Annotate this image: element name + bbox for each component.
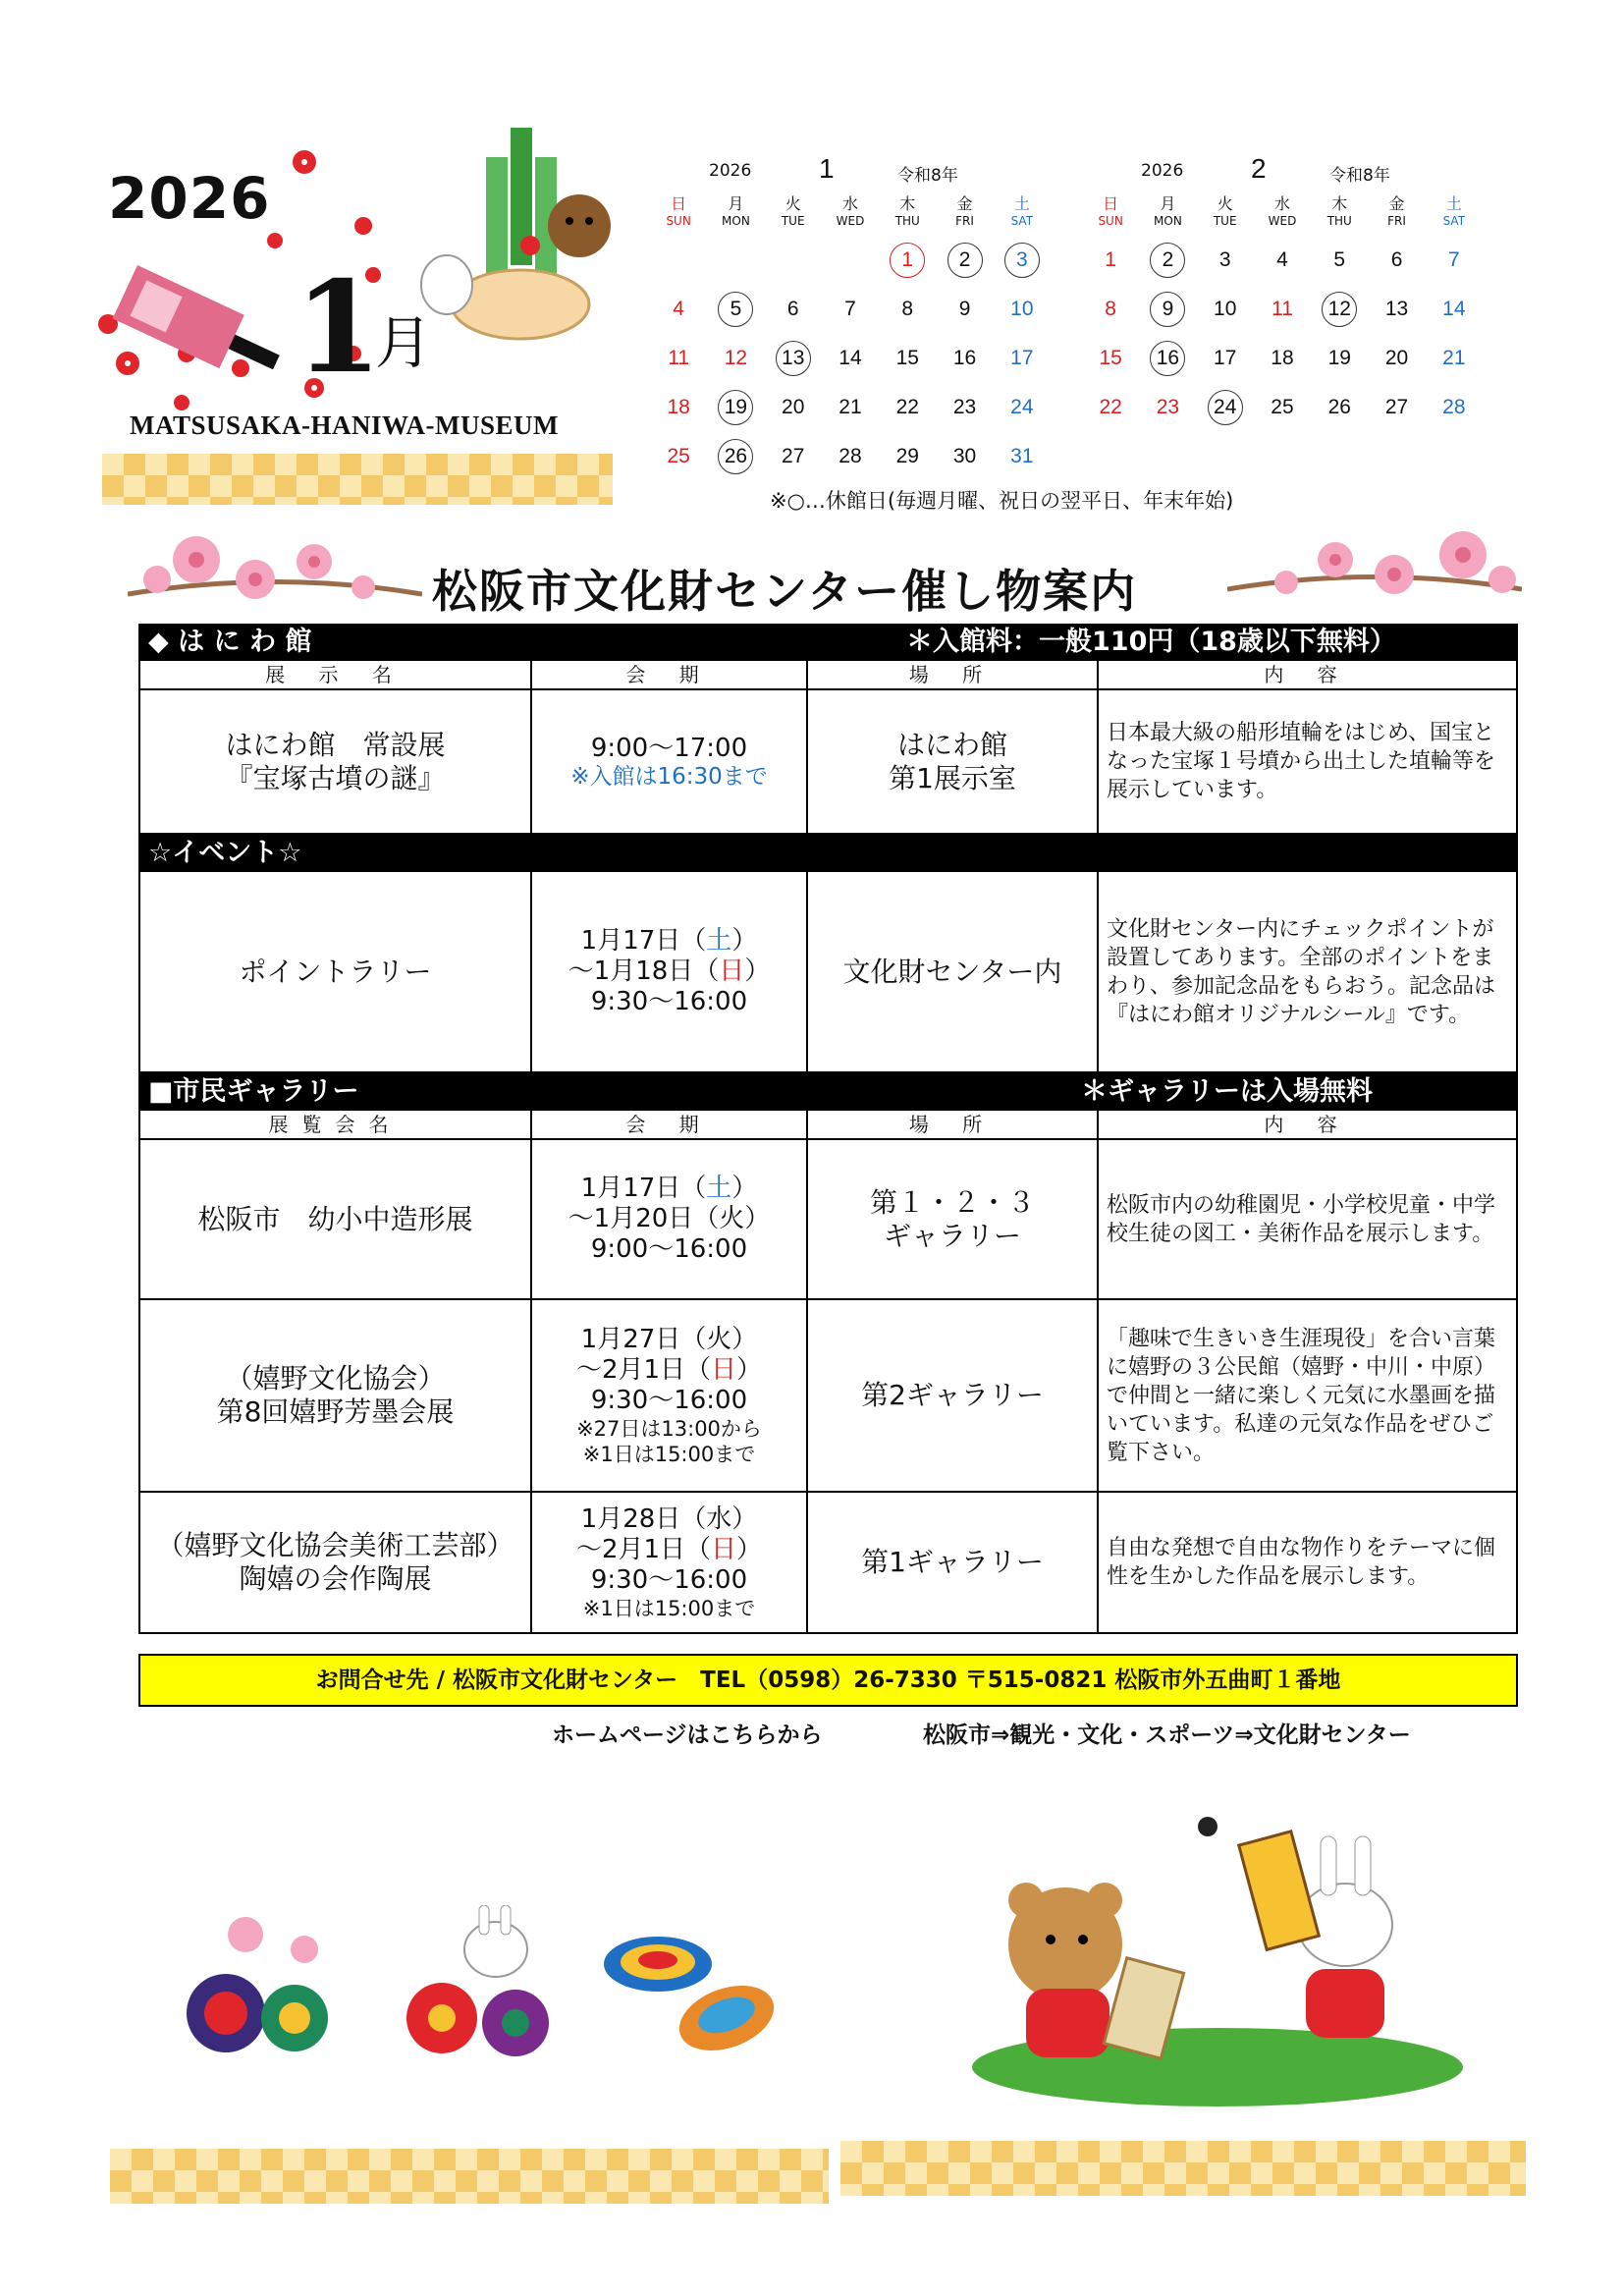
exhibit-name: はにわ館 常設展 『宝塚古墳の謎』 (140, 690, 532, 833)
weekday-label-en: THU (894, 214, 920, 228)
table-row (138, 1300, 1518, 1493)
table-row (138, 690, 1518, 835)
haniwa-header-row (138, 661, 1518, 690)
calendar-header (1082, 155, 1483, 194)
haniwa-fee: ＊入館料：一般110円（18歳以下無料） (906, 627, 1396, 657)
gallery-description: 松阪市内の幼稚園児・小学校児童・中学校生徒の図工・美術作品を展示します。 (1107, 1192, 1496, 1246)
header-cell: 展 示 名 (140, 661, 532, 688)
calendar-day: 14 (839, 347, 862, 369)
blossom-banner-right (1227, 496, 1522, 614)
calendar-week (650, 334, 1051, 383)
calendar-day: 29 (895, 445, 919, 467)
calendar-week (1082, 236, 1483, 285)
calendar-day: 4 (673, 298, 684, 320)
weekday-label-en: WED (836, 214, 865, 228)
weekday-label-en: SAT (1442, 214, 1466, 228)
calendar-day: 25 (667, 445, 690, 467)
header-cell: 内 容 (1264, 1113, 1351, 1136)
calendar-day: 16 (952, 347, 977, 369)
calendar-day (822, 236, 879, 285)
calendar-day: 1 (879, 236, 936, 285)
table-row (138, 1493, 1518, 1634)
weekday-label-en: SAT (1010, 214, 1034, 228)
gallery-description: 自由な発想で自由な物作りをテーマに個性を生かした作品を展示します。 (1107, 1536, 1496, 1589)
calendar-day: 31 (1010, 445, 1034, 467)
rabbit-temari-illustration (403, 1905, 579, 2062)
calendar-day: 2 (1139, 236, 1196, 285)
calendar-day: 5 (707, 285, 764, 334)
exhibit-period: 9:00～17:00 ※入館は16:30まで (532, 690, 808, 833)
calendar-week (1082, 334, 1483, 383)
calendar-day: 4 (1276, 248, 1288, 271)
weekday-label: 火 (1217, 194, 1233, 213)
weekday-label: 土 (1013, 194, 1030, 213)
calendar-day: 20 (1384, 347, 1409, 369)
weekday-label: 土 (1445, 194, 1462, 213)
calendar-day: 3 (994, 236, 1051, 285)
gallery-name: 松阪市 幼小中造形展 (140, 1140, 532, 1298)
gallery-period: 1月28日（水） ～2月1日（日） 9:30～16:00 ※1日は15:00まで (532, 1493, 808, 1632)
weekday-label-en: THU (1326, 214, 1352, 228)
calendar-day: 12 (1311, 285, 1368, 334)
header-cell: 展覧会名 (140, 1111, 532, 1138)
header-cell: 会 期 (532, 661, 808, 688)
event-place: 文化財センター内 (808, 872, 1099, 1071)
section-gallery-title: ■市民ギャラリー (148, 1076, 359, 1107)
calendar-day: 5 (1333, 248, 1346, 271)
gallery-note: ＊ギャラリーは入場無料 (1081, 1076, 1373, 1107)
gallery-name: （嬉野文化協会美術工芸部） 陶嬉の会作陶展 (140, 1493, 532, 1632)
checker-pattern-bottom-right (840, 2141, 1526, 2196)
weekday-label: 水 (841, 194, 858, 213)
weekday-label: 木 (1331, 194, 1348, 213)
calendar-january (650, 155, 1051, 481)
calendar-day: 19 (1327, 347, 1351, 369)
section-event-title: ☆イベント☆ (148, 838, 302, 868)
weekday-label-en: SUN (666, 214, 691, 228)
calendar-day: 23 (1156, 396, 1180, 418)
gallery-header-row (138, 1111, 1518, 1140)
header-cell: 会 期 (532, 1111, 808, 1138)
calendar-day: 26 (707, 432, 764, 481)
calendar-day: 1 (1105, 248, 1116, 271)
header-year: 2026 (108, 165, 271, 232)
calendar-day: 27 (1384, 396, 1409, 418)
calendar-year: 2026 (709, 161, 752, 181)
calendar-day: 7 (1447, 248, 1460, 271)
museum-name: MATSUSAKA-HANIWA-MUSEUM (130, 410, 560, 440)
homepage-path[interactable]: 松阪市⇒観光・文化・スポーツ⇒文化財センター (923, 1722, 1411, 1748)
weekday-label-en: MON (722, 214, 750, 228)
calendar-year: 2026 (1141, 161, 1184, 181)
calendar-note: ※○…休館日(毎週月曜、祝日の翌平日、年末年始) (770, 489, 1234, 513)
calendar-day: 9 (958, 298, 971, 320)
weekday-label-en: FRI (955, 214, 974, 228)
gallery-period: 1月17日（土） ～1月20日（火） 9:00～16:00 (532, 1140, 808, 1298)
calendar-era: 令和8年 (897, 166, 958, 186)
weekday-label: 水 (1273, 194, 1290, 213)
calendar-day: 26 (1327, 396, 1351, 418)
calendar-day: 23 (952, 396, 977, 418)
calendar-day: 2 (936, 236, 993, 285)
calendar-era: 令和8年 (1329, 166, 1390, 186)
calendar-day: 18 (1271, 347, 1294, 369)
calendar-day (650, 236, 707, 285)
gallery-place: 第2ギャラリー (808, 1300, 1099, 1491)
weekday-label-en: WED (1268, 214, 1297, 228)
weekday-label: 月 (728, 194, 744, 213)
weekday-label: 金 (1388, 194, 1405, 213)
temari-balls-illustration (177, 1905, 353, 2062)
calendar-day: 16 (1139, 334, 1196, 383)
header-cell: 内 容 (1264, 663, 1351, 686)
calendar-day: 13 (1384, 298, 1409, 320)
calendar-day: 14 (1442, 298, 1466, 320)
calendar-day: 22 (1099, 396, 1122, 418)
gallery-period: 1月27日（火） ～2月1日（日） 9:30～16:00 ※27日は13:00から ※1日は15:00まで (532, 1300, 808, 1491)
weekday-label: 木 (899, 194, 916, 213)
header-cell: 場 所 (808, 1111, 1099, 1138)
table-row (138, 1140, 1518, 1300)
calendar-february (1082, 155, 1483, 432)
header-month-number: 1 (295, 254, 383, 402)
section-gallery (138, 1073, 1518, 1111)
calendar-day: 3 (1218, 248, 1231, 271)
weekday-label-en: TUE (1213, 214, 1237, 228)
weekday-label: 日 (671, 194, 687, 213)
kadomatsu-and-animals-illustration (412, 118, 638, 373)
calendar-day: 17 (1214, 347, 1237, 369)
event-period: 1月17日（土） ～1月18日（日） 9:30～16:00 (532, 872, 808, 1071)
section-haniwa (138, 624, 1518, 661)
checker-pattern-top (102, 454, 613, 505)
weekday-label: 月 (1160, 194, 1176, 213)
banner-title: 松阪市文化財センター催し物案内 (432, 565, 1138, 618)
section-haniwa-title: ◆ は に わ 館 (148, 627, 312, 657)
calendar-day: 17 (1010, 347, 1034, 369)
calendar-day: 8 (1105, 298, 1116, 320)
calendar-day (765, 236, 822, 285)
homepage-label: ホームページはこちらから (552, 1722, 823, 1748)
calendar-day: 13 (765, 334, 822, 383)
calendar-week (1082, 383, 1483, 432)
hanetsuki-animals-illustration (967, 1797, 1478, 2111)
weekday-label-en: FRI (1387, 214, 1406, 228)
calendar-day: 20 (782, 396, 805, 418)
header-month-kanji: 月 (375, 309, 433, 376)
calendar-day: 28 (1442, 396, 1466, 418)
calendar-week (650, 236, 1051, 285)
calendar-day: 6 (786, 298, 799, 320)
calendar-week (650, 383, 1051, 432)
calendar-day: 24 (1010, 396, 1034, 418)
calendar-day: 25 (1271, 396, 1294, 418)
weekday-label-en: MON (1154, 214, 1182, 228)
calendar-day: 27 (782, 445, 805, 467)
blossom-banner-left (128, 501, 422, 619)
calendar-day: 30 (952, 445, 977, 467)
weekday-label: 日 (1103, 194, 1119, 213)
calendar-week (1082, 285, 1483, 334)
calendar-month: 2 (1251, 153, 1267, 184)
event-name: ポイントラリー (140, 872, 532, 1071)
calendar-day: 9 (1139, 285, 1196, 334)
calendar-day: 11 (1271, 298, 1293, 320)
table-row (138, 872, 1518, 1073)
calendar-day: 22 (895, 396, 919, 418)
section-event (138, 835, 1518, 872)
calendar-day: 12 (724, 347, 748, 369)
calendar-day: 15 (1099, 347, 1122, 369)
calendar-day: 19 (707, 383, 764, 432)
calendar-week (650, 432, 1051, 481)
calendar-header (650, 155, 1051, 194)
calendar-day: 28 (839, 445, 862, 467)
weekday-label-en: SUN (1098, 214, 1123, 228)
exhibit-place: はにわ館 第1展示室 (808, 690, 1099, 833)
weekday-label-en: TUE (781, 214, 805, 228)
calendar-day: 6 (1390, 248, 1403, 271)
calendar-day: 18 (667, 396, 690, 418)
gallery-description: 「趣味で生きいき生涯現役」を合い言葉に嬉野の３公民館（嬉野・中川・中原）で仲間と一緒に楽しく元気に水墨画を描いています。私達の元気な作品をぜひご覧下さい。 (1107, 1326, 1496, 1465)
weekday-label: 火 (784, 194, 801, 213)
calendar-day: 10 (1214, 298, 1237, 320)
spinning-tops-illustration (599, 1925, 785, 2062)
calendar-day: 21 (839, 396, 862, 418)
calendar-day: 24 (1197, 383, 1254, 432)
gallery-name: （嬉野文化協会） 第8回嬉野芳墨会展 (140, 1300, 532, 1491)
calendar-day: 10 (1010, 298, 1034, 320)
gallery-place: 第１・２・３ ギャラリー (808, 1140, 1099, 1298)
calendar-day (707, 236, 764, 285)
calendar-day: 7 (844, 298, 856, 320)
event-description: 文化財センター内にチェックポイントが設置してあります。全部のポイントをまわり、参加記念品をもらおう。記念品は『はにわ館オリジナルシール』です。 (1107, 916, 1496, 1027)
weekday-label: 金 (956, 194, 973, 213)
contact-bar: お問合せ先 / 松阪市文化財センター TEL（0598）26-7330 〒515-0821 松阪市外五曲町１番地 (138, 1654, 1518, 1707)
calendar-day: 8 (901, 298, 914, 320)
exhibit-description: 日本最大級の船形埴輪をはじめ、国宝となった宝塚１号墳から出土した埴輪等を展示しています。 (1107, 721, 1496, 802)
header-cell: 場 所 (808, 661, 1099, 688)
checker-pattern-bottom-left (110, 2149, 829, 2204)
gallery-place: 第1ギャラリー (808, 1493, 1099, 1632)
calendar-day: 15 (895, 347, 919, 369)
calendar-week (650, 285, 1051, 334)
calendar-day: 11 (668, 347, 690, 369)
calendar-month: 1 (819, 153, 835, 184)
calendar-day: 21 (1442, 347, 1466, 369)
